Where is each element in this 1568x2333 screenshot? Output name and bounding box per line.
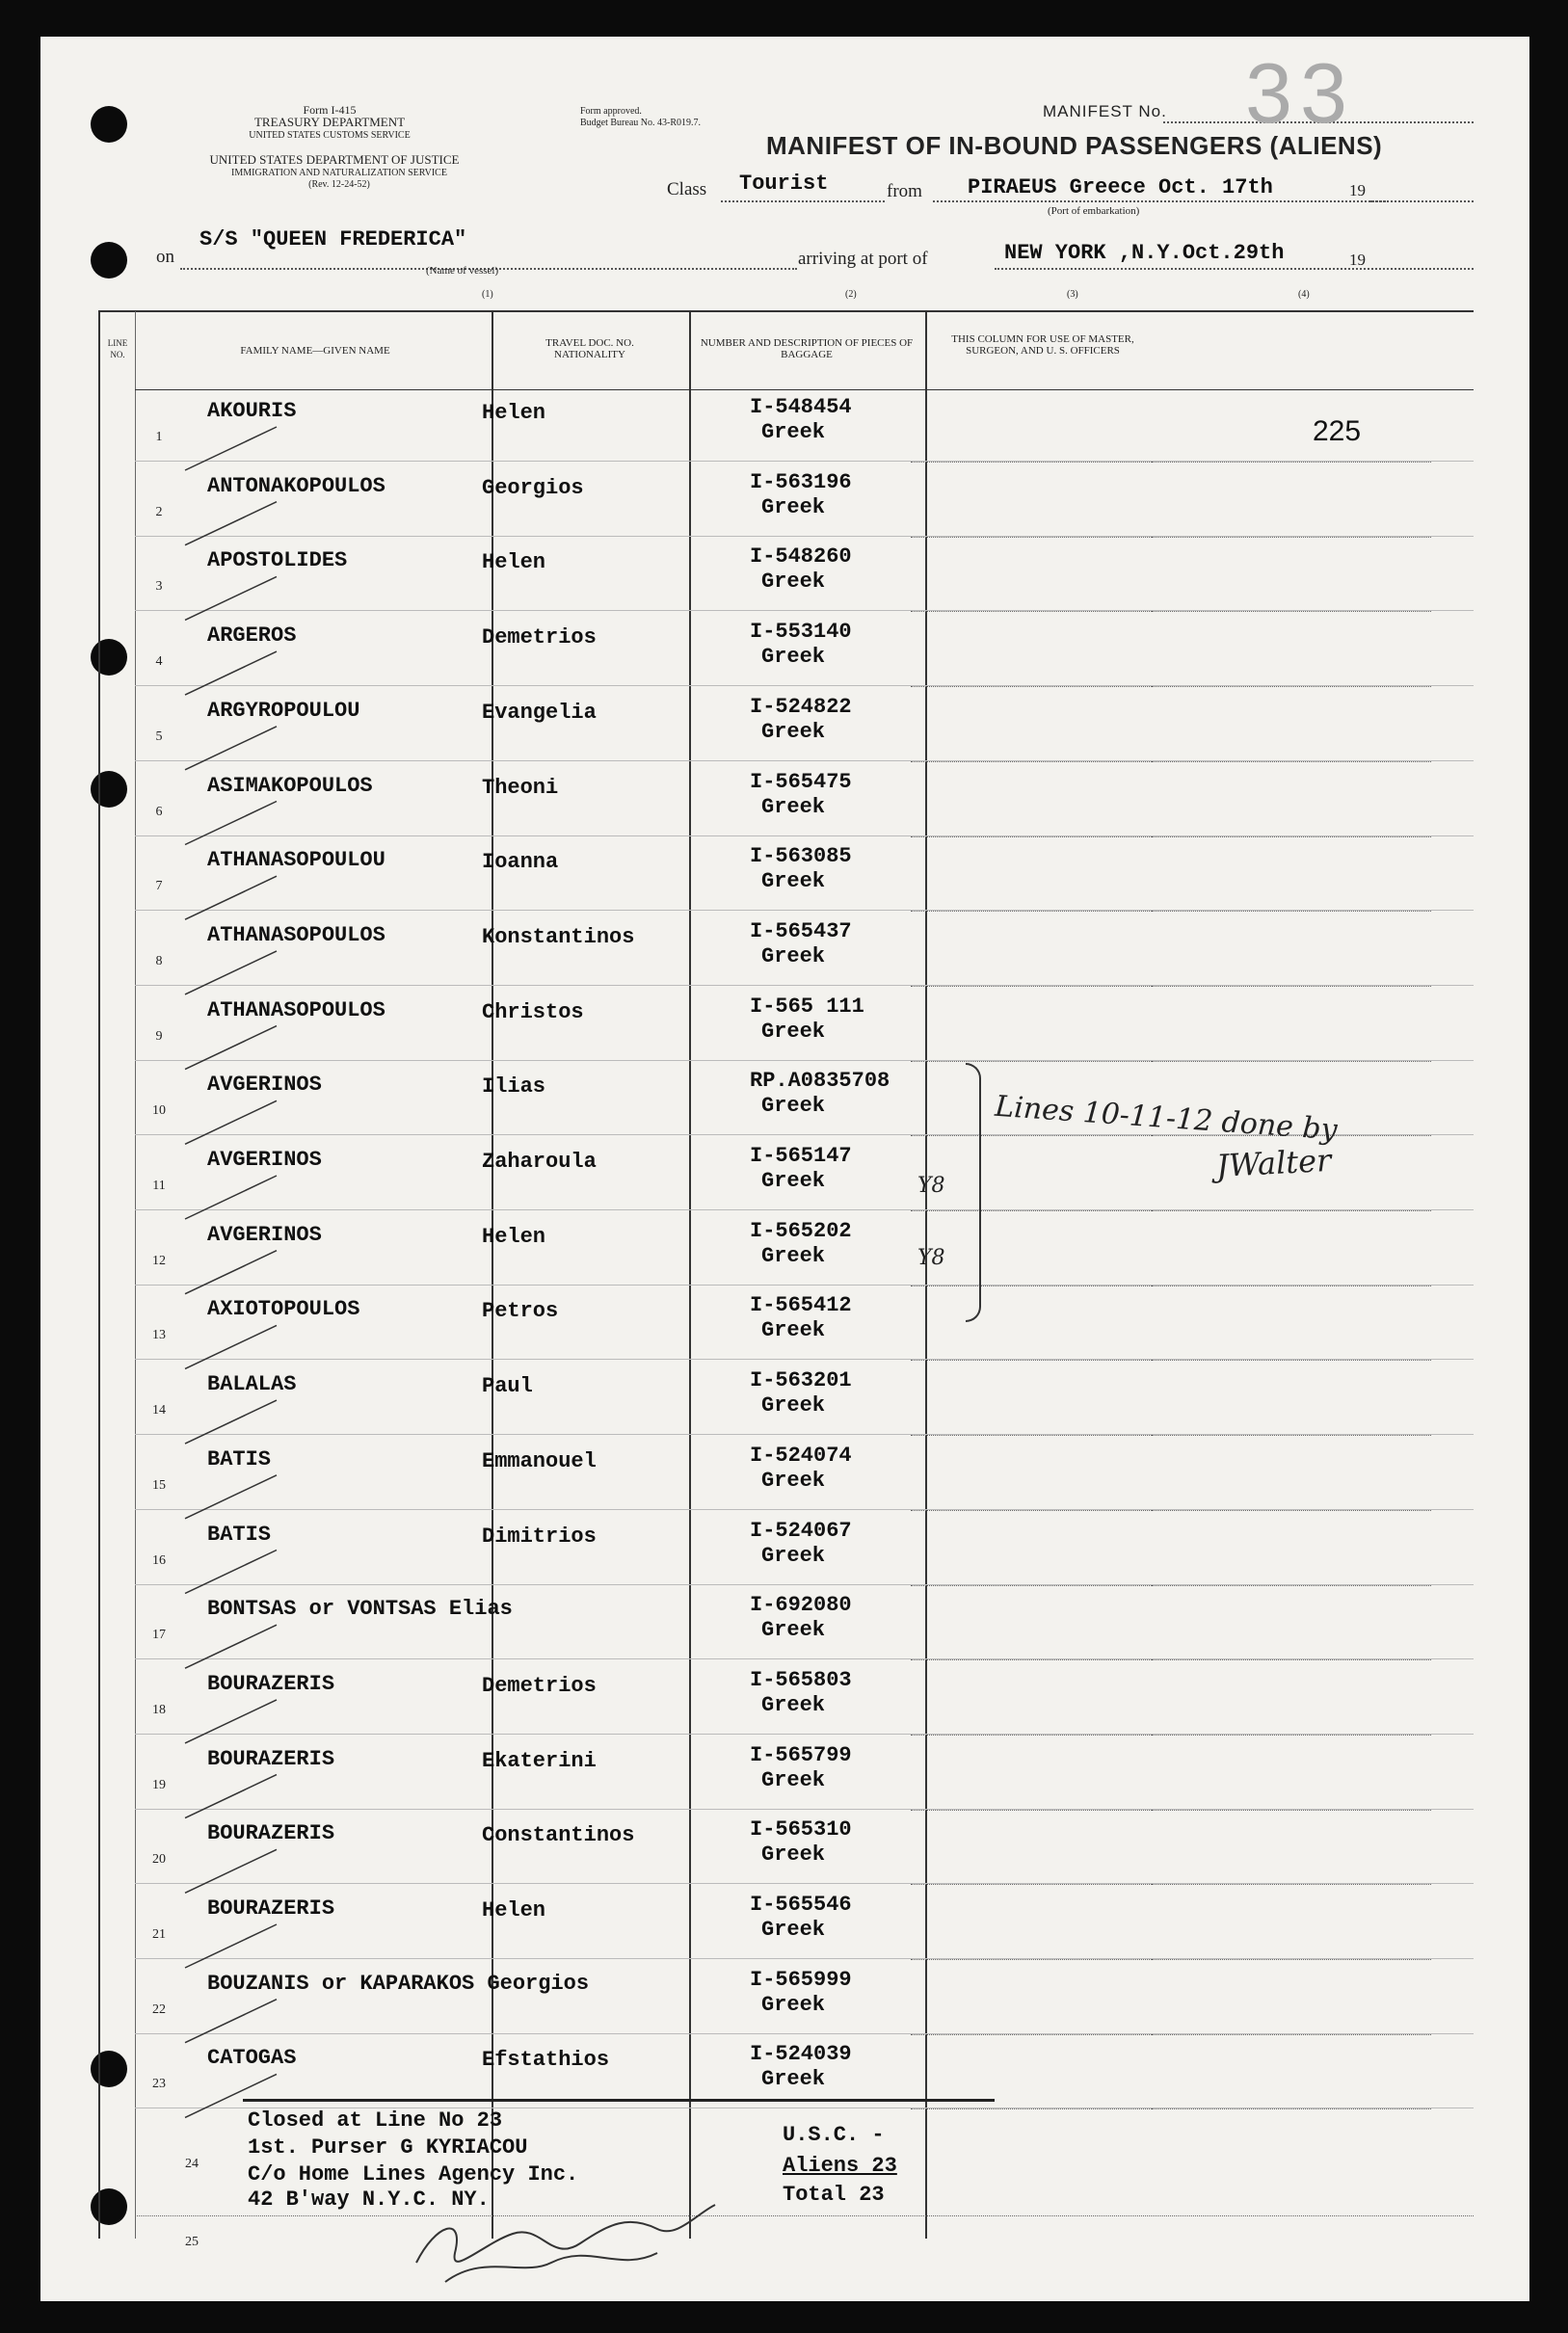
line-number: 2	[155, 504, 163, 519]
closed-line: Closed at Line No 23	[248, 2108, 503, 2133]
line-number: 14	[152, 1403, 166, 1418]
nationality: Greek	[761, 1468, 826, 1493]
from-value: PIRAEUS Greece Oct. 17th	[968, 175, 1273, 199]
nationality: Greek	[761, 719, 826, 744]
travel-doc-number: I-565475	[750, 769, 852, 794]
manifest-no-label: MANIFEST No.	[1043, 102, 1167, 120]
line-number: 21	[152, 1927, 166, 1942]
family-name: BOURAZERIS	[207, 1821, 335, 1846]
col-3-number: (3)	[1067, 289, 1078, 300]
family-name: AVGERINOS	[207, 1222, 322, 1247]
nationality: Greek	[761, 943, 826, 968]
given-name: Georgios	[482, 475, 584, 500]
nationality: Greek	[761, 420, 826, 444]
line-number: 12	[152, 1253, 166, 1268]
line-number: 23	[152, 2077, 166, 2092]
officer-note: 225	[1313, 415, 1362, 447]
family-name: AVGERINOS	[207, 1148, 322, 1172]
family-name: ATHANASOPOULOU	[207, 848, 385, 873]
check-mark	[185, 1026, 277, 1070]
travel-doc-number: I-524822	[750, 694, 852, 719]
check-mark	[185, 1625, 277, 1668]
family-name: ANTONAKOPOULOS	[207, 473, 385, 498]
travel-doc-number: I-524074	[750, 1443, 852, 1468]
from-label: from	[887, 181, 922, 201]
travel-doc-number: I-565202	[750, 1218, 852, 1243]
check-mark	[185, 2074, 277, 2117]
line-number: 5	[155, 729, 163, 744]
vessel-name: S/S "QUEEN FREDERICA"	[199, 227, 467, 252]
travel-doc-number: I-563085	[750, 844, 852, 869]
line-number: 7	[155, 879, 163, 894]
nationality: Greek	[761, 869, 826, 894]
line-number: 11	[152, 1179, 166, 1193]
ins-service: IMMIGRATION AND NATURALIZATION SERVICE	[231, 168, 447, 178]
travel-doc-number: I-692080	[750, 1593, 852, 1618]
given-name: Demetrios	[482, 1673, 597, 1698]
family-name: CATOGAS	[207, 2046, 297, 2071]
check-mark	[185, 727, 277, 770]
given-name: Constantinos	[482, 1823, 635, 1848]
travel-doc-number: I-565546	[750, 1893, 852, 1917]
travel-doc-number: I-524039	[750, 2042, 852, 2067]
line-number: 1	[155, 430, 163, 444]
given-name: Helen	[482, 1224, 546, 1249]
line-number: 19	[152, 1777, 166, 1792]
given-name: Ioanna	[482, 850, 559, 875]
family-name: BOURAZERIS	[207, 1671, 335, 1696]
customs-service: UNITED STATES CUSTOMS SERVICE	[249, 130, 411, 141]
line-number: 15	[152, 1477, 166, 1493]
nationality: Greek	[761, 1992, 826, 2017]
line-no-24: 24	[185, 2157, 199, 2171]
form-number: Form I-415	[303, 103, 357, 117]
travel-doc-number: I-565 111	[750, 994, 864, 1019]
usc-label: U.S.C. -	[783, 2123, 885, 2147]
given-name: Konstantinos	[482, 924, 635, 949]
check-mark	[185, 1176, 277, 1219]
nationality: Greek	[761, 1543, 826, 1568]
port-embark-label: (Port of embarkation)	[1048, 205, 1140, 217]
line-number: 10	[152, 1103, 166, 1119]
check-mark	[185, 427, 277, 470]
nationality: Greek	[761, 1393, 826, 1418]
col-1-number: (1)	[482, 289, 493, 300]
check-mark	[185, 1849, 277, 1893]
line-number: 3	[155, 579, 163, 595]
family-name: BONTSAS or VONTSAS Elias	[207, 1597, 513, 1622]
form-revision: (Rev. 12-24-52)	[308, 179, 370, 190]
nationality: Greek	[761, 1094, 826, 1119]
total-count: Total 23	[783, 2183, 885, 2207]
line-number: 4	[155, 654, 163, 670]
given-name: Dimitrios	[482, 1524, 597, 1549]
travel-doc-number: I-524067	[750, 1518, 852, 1543]
nationality: Greek	[761, 1692, 826, 1717]
check-mark	[185, 1100, 277, 1144]
arriving-label: arriving at port of	[798, 249, 928, 269]
family-name: BOUZANIS or KAPARAKOS Georgios	[207, 1971, 590, 1996]
agency-address: 42 B'way N.Y.C. NY.	[248, 2187, 490, 2212]
family-name: AXIOTOPOULOS	[207, 1297, 360, 1322]
check-mark	[185, 576, 277, 620]
check-mark	[185, 651, 277, 695]
agency: C/o Home Lines Agency Inc.	[248, 2162, 579, 2187]
family-name: BOURAZERIS	[207, 1746, 335, 1771]
travel-doc-number: I-563201	[750, 1368, 852, 1393]
year-label-2: 19	[1349, 251, 1366, 269]
check-mark	[185, 876, 277, 919]
travel-doc-number: I-565147	[750, 1144, 852, 1168]
check-mark	[185, 502, 277, 545]
given-name: Theoni	[482, 775, 559, 800]
arriving-value: NEW YORK ,N.Y.Oct.29th	[1004, 241, 1285, 265]
travel-doc-number: I-548260	[750, 544, 852, 570]
given-name: Paul	[482, 1374, 533, 1399]
family-name: AKOURIS	[207, 399, 297, 423]
family-name: AVGERINOS	[207, 1073, 322, 1098]
given-name: Helen	[482, 1898, 546, 1922]
travel-doc-number: I-565799	[750, 1742, 852, 1767]
handwritten-mark: Y8	[917, 1246, 945, 1270]
line-number: 17	[152, 1628, 166, 1643]
line-number: 16	[152, 1552, 166, 1568]
check-mark	[185, 802, 277, 845]
check-mark	[185, 1775, 277, 1818]
line-number: 6	[155, 804, 163, 819]
nationality: Greek	[761, 1169, 826, 1193]
nationality: Greek	[761, 494, 826, 519]
col-4-number: (4)	[1298, 289, 1310, 300]
travel-doc-number: I-553140	[750, 620, 852, 645]
handwritten-signature: JWalter	[1215, 1141, 1333, 1185]
handwritten-mark: Y8	[917, 1174, 945, 1198]
line-number: 8	[155, 953, 163, 968]
line-number: 13	[152, 1328, 166, 1343]
handwritten-note: Lines 10-11-12 done by	[994, 1089, 1339, 1148]
given-name: Helen	[482, 401, 546, 425]
nationality: Greek	[761, 1318, 826, 1343]
nationality: Greek	[761, 1243, 826, 1268]
nationality: Greek	[761, 1767, 826, 1792]
line-number: 18	[152, 1702, 166, 1717]
margin-check-marks	[108, 403, 301, 2234]
given-name: Petros	[482, 1299, 559, 1324]
nationality: Greek	[761, 1918, 826, 1942]
travel-doc-number: RP.A0835708	[750, 1069, 890, 1094]
check-mark	[185, 1325, 277, 1368]
baggage-header: NUMBER AND DESCRIPTION OF PIECES OF BAGGAGE	[700, 337, 914, 360]
punch-hole	[91, 242, 127, 278]
col-2-number: (2)	[845, 289, 857, 300]
given-name: Christos	[482, 999, 584, 1024]
bracket-mark	[966, 1063, 981, 1322]
given-name: Evangelia	[482, 700, 597, 725]
nationality: Greek	[761, 1843, 826, 1868]
check-mark	[185, 1400, 277, 1444]
class-label: Class	[667, 179, 707, 199]
nationality: Greek	[761, 570, 826, 595]
treasury-dept: TREASURY DEPARTMENT	[253, 115, 406, 129]
line-number: 9	[155, 1028, 163, 1044]
travel-doc-number: I-563196	[750, 469, 852, 494]
nationality: Greek	[761, 1019, 826, 1044]
family-name: ARGYROPOULOU	[207, 698, 360, 723]
nationality: Greek	[761, 645, 826, 670]
class-value: Tourist	[739, 172, 829, 196]
name-header: FAMILY NAME—GIVEN NAME	[240, 345, 390, 357]
check-mark	[185, 1551, 277, 1594]
line-no-25: 25	[185, 2235, 199, 2249]
manifest-page	[40, 37, 1529, 2301]
check-mark	[185, 951, 277, 994]
aliens-count: Aliens 23	[783, 2154, 897, 2178]
family-name: ASIMAKOPOULOS	[207, 773, 373, 798]
year-label: 19	[1349, 181, 1366, 199]
line-number: 22	[152, 2002, 166, 2017]
check-mark	[185, 2000, 277, 2043]
budget-bureau: Budget Bureau No. 43-R019.7.	[580, 118, 701, 128]
check-mark	[185, 1700, 277, 1743]
given-name: Ilias	[482, 1074, 546, 1100]
given-name: Helen	[482, 550, 546, 575]
officers-header: THIS COLUMN FOR USE OF MASTER, SURGEON, AND U. S. OFFICERS	[951, 333, 1134, 357]
vessel-label: (Name of vessel)	[426, 265, 499, 277]
check-mark	[185, 1251, 277, 1294]
travel-doc-header: TRAVEL DOC. NO. NATIONALITY	[545, 337, 634, 360]
travel-doc-number: I-565803	[750, 1667, 852, 1692]
family-name: ATHANASOPOULOS	[207, 997, 385, 1022]
form-approved: Form approved.	[580, 106, 642, 117]
line-no-header: LINE NO.	[107, 338, 128, 359]
on-label: on	[156, 247, 174, 267]
travel-doc-number: I-565999	[750, 1967, 852, 1992]
manifest-number: 33	[1245, 45, 1355, 141]
travel-doc-number: I-565310	[750, 1817, 852, 1843]
given-name: Demetrios	[482, 625, 597, 650]
family-name: BALALAS	[207, 1372, 297, 1397]
family-name: BATIS	[207, 1446, 272, 1471]
purser-signature	[407, 2186, 734, 2292]
nationality: Greek	[761, 1618, 826, 1643]
family-name: ARGEROS	[207, 623, 297, 649]
check-mark	[185, 1924, 277, 1968]
given-name: Emmanouel	[482, 1448, 597, 1473]
punch-hole	[91, 106, 127, 143]
given-name: Zaharoula	[482, 1150, 597, 1174]
travel-doc-number: I-565437	[750, 918, 852, 943]
travel-doc-number: I-548454	[750, 395, 852, 419]
family-name: APOSTOLIDES	[207, 548, 348, 573]
given-name: Efstathios	[482, 2048, 610, 2073]
family-name: BATIS	[207, 1522, 272, 1547]
check-mark	[185, 1475, 277, 1519]
justice-dept: UNITED STATES DEPARTMENT OF JUSTICE	[209, 152, 460, 167]
travel-doc-number: I-565412	[750, 1293, 852, 1318]
nationality: Greek	[761, 794, 826, 819]
family-name: ATHANASOPOULOS	[207, 922, 385, 947]
line-number: 20	[152, 1852, 166, 1868]
manifest-title: MANIFEST OF IN-BOUND PASSENGERS (ALIENS)	[766, 131, 1383, 160]
family-name: BOURAZERIS	[207, 1896, 335, 1921]
purser: 1st. Purser G KYRIACOU	[248, 2135, 528, 2160]
nationality: Greek	[761, 2067, 826, 2092]
given-name: Ekaterini	[482, 1748, 597, 1773]
